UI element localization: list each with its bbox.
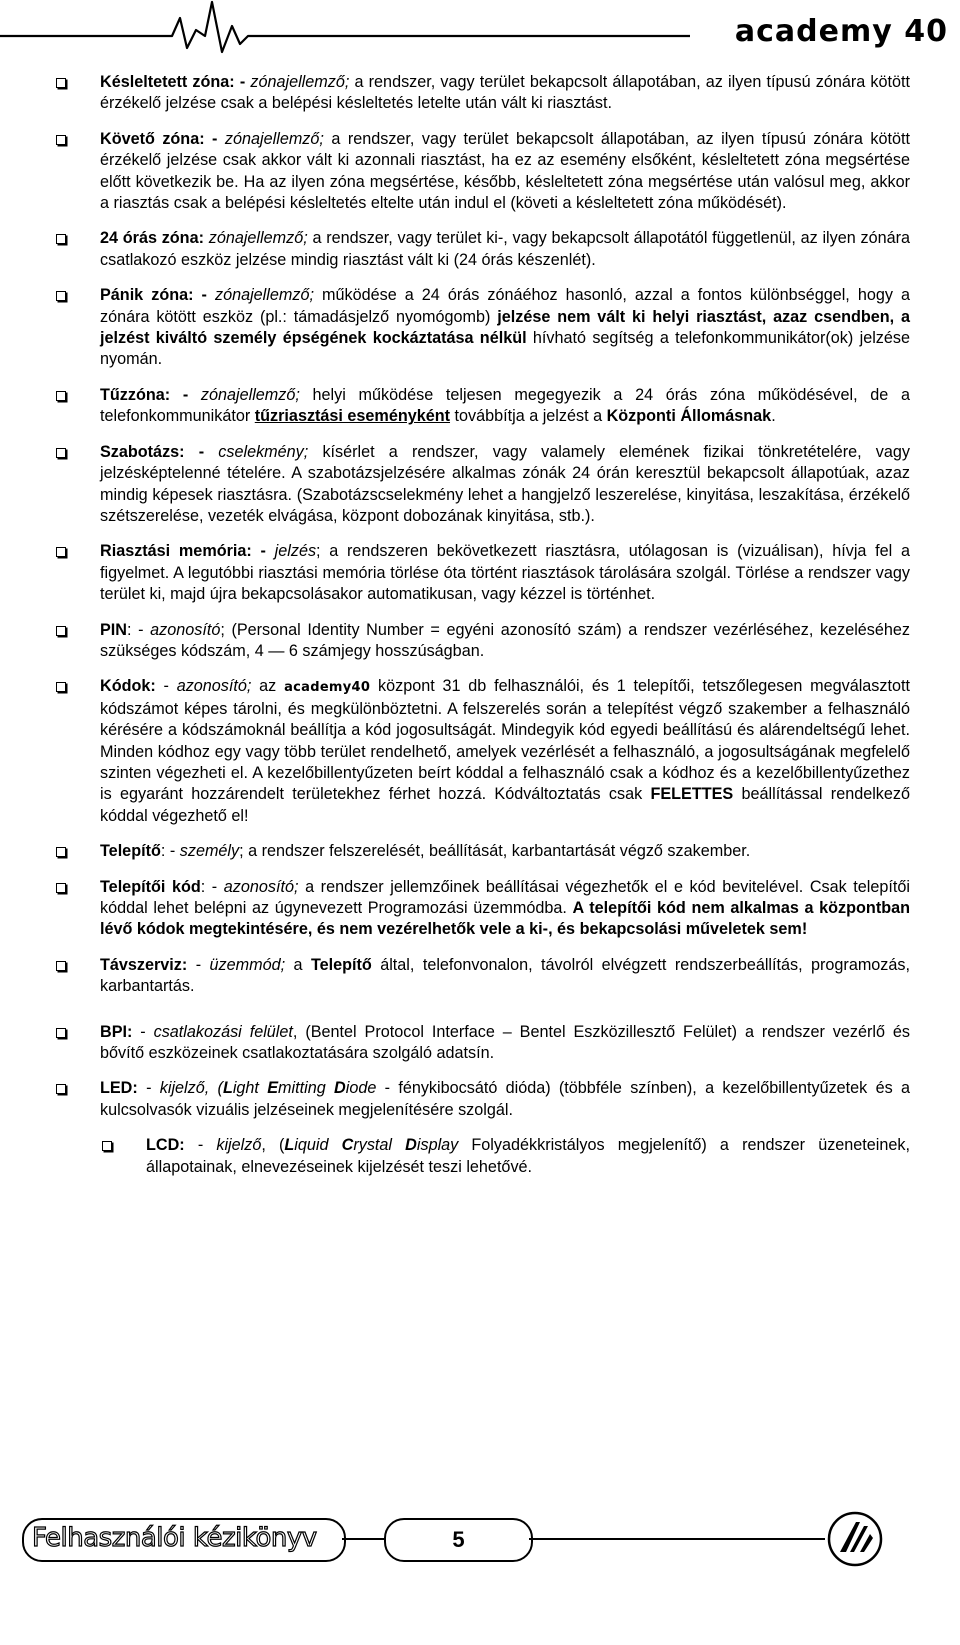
definition-text: kísérlet a rendszer, vagy valamely elemének fizikai tönkretételére, vagy jelzésképtelenné tételére. A szabotázsjelzésére alkalmas zónák 24 órán keresztül bekapcsolt állapotúak, azaz mindig képesek riasztásra. (Szabotázscselekmény lehet a hangjelző leszerelése, kinyitása, leszakítása, érzékelő szétszerelése, vezeték elvágása, központ dobozának kinyitása, stb.). <box>100 442 911 525</box>
definition-text: zónajellemző; <box>224 129 324 148</box>
checkbox-bullet-icon <box>56 391 66 401</box>
checkbox-bullet-icon <box>56 626 66 636</box>
checkbox-bullet-icon <box>56 847 66 857</box>
definition-text: működése a 24 órás zónáéhoz hasonló, azzal a fontos különbséggel, hogy a zónára kötött eszköz (pl.: támadásjelző nyomógomb) <box>100 286 910 326</box>
definition-text: iquid <box>294 1136 342 1155</box>
glossary-list <box>100 72 910 1192</box>
definition-text: zónajellemző; <box>214 286 314 305</box>
definition-text: a rendszer, vagy terület bekapcsolt állapotában, az ilyen típusú zónára kötött érzékelő jelzése csak a belépési késleltetés letelte után vált ki riasztást. <box>100 73 910 113</box>
glossary-item <box>146 1135 910 1178</box>
glossary-item <box>100 385 910 428</box>
definition-text: - fénykibocsátó dióda) (többféle színben), a kezelőbillentyűzetek és a kulcsolvasók vizuális jelzéseinek megjelenítésére szolgál. <box>100 1079 910 1119</box>
definition-text: Folyadékkristályos megjelenítő) a rendszer üzeneteinek, állapotainak, elnevezéseinek kijelzését teszi lehetővé. <box>146 1136 910 1176</box>
definition-text: isplay <box>416 1136 459 1155</box>
definition-text: azonosító; <box>176 677 252 696</box>
definition-text: helyi működése teljesen megegyezik a 24 órás zóna működésével, de a telefonkommunikátor <box>100 385 910 426</box>
definition-text: : - <box>160 842 180 861</box>
footer-divider <box>342 1538 384 1540</box>
definition-text: a rendszer, vagy terület ki-, vagy bekapcsolt állapotától függetlenül, az ilyen zónára csatlakozó eszköz jelzése mindig riasztást vált ki (24 órás készenlét). <box>100 229 910 269</box>
glossary-item <box>100 955 910 998</box>
definition-text: L <box>284 1136 295 1155</box>
term-label: Kódok: <box>100 677 156 696</box>
definition-text: - <box>155 677 177 696</box>
term-label: Pánik zóna: - <box>100 286 215 305</box>
definition-text: kijelző <box>216 1136 262 1155</box>
glossary-item <box>100 285 910 371</box>
definition-text: cselekmény; <box>218 442 309 461</box>
glossary-item <box>100 541 910 605</box>
bentel-logo-icon <box>826 1510 884 1568</box>
definition-text: - <box>132 1022 154 1041</box>
definition-text: E <box>267 1079 279 1098</box>
checkbox-bullet-icon <box>56 682 66 692</box>
definition-text: a rendszer, vagy terület bekapcsolt állapotában, az ilyen típusú zónára kötött érzékelő jelzése csak akkor vált ki azonnali riasztást, ha ez az esemény elsőként, késleltetett zóna megsértése előtt következik be. Ha az ilyen zóna megsértése, később, késleltetett zóna megsértése után valósul meg, akkor a riasztás csak a belépési késleltetés eltelte után indul el (követi a késleltetett zóna működését). <box>100 129 910 213</box>
definition-text: A telepítői kód nem alkalmas a központban lévő kódok megtekintésére, és nem vezérelhetők vele a ki-, és bekapcsolási műveletek sem! <box>100 899 910 939</box>
manual-title-badge <box>22 1518 346 1562</box>
definition-text: zónajellemző; <box>250 73 350 91</box>
definition-text: ; a rendszer felszerelését, beállítását, karbantartását végző szakember. <box>239 842 751 861</box>
checkbox-bullet-icon <box>56 961 66 971</box>
term-label: Tűzzóna: - <box>100 385 201 404</box>
checkbox-bullet-icon <box>56 448 66 458</box>
page-header <box>0 0 960 60</box>
checkbox-bullet-icon <box>102 1141 112 1151</box>
definition-text: tűzriasztási eseményként <box>254 407 451 426</box>
glossary-item <box>100 129 910 215</box>
footer-divider <box>529 1538 825 1540</box>
definition-text: - <box>187 955 210 974</box>
term-label: LED: <box>100 1079 138 1098</box>
definition-text: által, telefonvonalon, távolról elvégzett rendszerbeállítás, programozás, karbantartás. <box>100 955 910 996</box>
page-footer <box>0 1505 960 1635</box>
term-label: Késleltetett zóna: - <box>100 73 251 91</box>
manual-title: Felhasználói kézikönyv <box>32 1523 317 1553</box>
definition-text: a <box>285 955 311 974</box>
checkbox-bullet-icon <box>56 78 66 88</box>
checkbox-bullet-icon <box>56 1084 66 1094</box>
term-label: BPI: <box>100 1022 133 1041</box>
definition-text: továbbítja a jelzést a <box>450 407 607 426</box>
checkbox-bullet-icon <box>56 1028 66 1038</box>
term-label: Szabotázs: - <box>100 442 219 461</box>
term-label: Telepítői kód <box>100 877 201 896</box>
page-number: 5 <box>384 1518 533 1562</box>
glossary-item <box>100 620 910 663</box>
definition-text: - <box>137 1079 160 1098</box>
term-label: Riasztási memória: - <box>100 542 275 561</box>
definition-text: : - <box>127 620 151 639</box>
definition-text: azonosító; <box>223 877 299 896</box>
definition-text: ; (Personal Identity Number = egyéni azonosító szám) a rendszer vezérléséhez, kezeléséhez szükséges kódszám, 4 — 6 számjegy hosszúságban. <box>100 620 910 660</box>
brand-logo-text: academy 40 <box>734 14 948 49</box>
definition-text: Központi Állomásnak <box>606 407 772 426</box>
definition-text: , (Bentel Protocol Interface – Bentel Eszközillesztő Felület) a rendszer vezérlő és bővítő eszközeinek csatlakoztatására szolgáló adatsín. <box>100 1022 910 1063</box>
definition-text: mitting <box>278 1079 335 1098</box>
checkbox-bullet-icon <box>56 234 66 244</box>
definition-text: - <box>184 1136 217 1155</box>
glossary-item <box>100 877 910 941</box>
definition-text: személy <box>179 842 240 861</box>
definition-text: jelzése nem vált ki helyi riasztást, azaz csendben, a jelzést kiváltó személy épségének kockáztatása nélkül <box>100 307 910 348</box>
definition-text: L <box>222 1079 233 1098</box>
definition-text: D <box>334 1079 346 1098</box>
term-label: LCD: <box>146 1136 185 1155</box>
definition-text: academy40 <box>284 680 371 696</box>
checkbox-bullet-icon <box>56 547 66 557</box>
definition-text: az <box>251 677 285 696</box>
definition-text: ight <box>232 1079 268 1098</box>
glossary-item <box>100 228 910 271</box>
definition-text: , ( <box>261 1136 285 1155</box>
definition-text: . <box>771 407 776 426</box>
definition-text: kijelző, ( <box>159 1079 223 1098</box>
definition-text: üzemmód; <box>209 955 286 974</box>
definition-text: azonosító <box>150 620 221 639</box>
definition-text: központ 31 db felhasználói, és 1 telepítői, tetszőlegesen megválasztott kódszámot képes tárolni, és megkülönböztetni. A felszerelés során a telepítést végző szakember a felhasználó kérésére a kódszámoknál beállítja a kód jogosultságát. Mindegyik kód egyedi beállítású és alárendeltségű lehet. Minden kódhoz egy vagy több terület rendelhető, amelyek vezérlését a felhasználó, a jogosultságának megfelelő szinten végezheti el. A kezelőbillentyűzeten beírt kóddal a felhasználó csak a kódhoz és a kezelőbillentyűzethez is egyaránt hozzárendelt területekhez férhet hozzá. Kódváltoztatás csak <box>100 677 910 804</box>
glossary-item <box>100 1078 910 1121</box>
definition-text: FELETTES <box>650 785 734 804</box>
definition-text: ; a rendszeren bekövetkezett riasztásra, utólagosan is (vizuálisan), hívja fel a figyelmet. A legutóbbi riasztási memória törlése óta történt riasztások tárolására szolgál. Törlése a rendszer vagy terület ki, majd újra bekapcsolásakor automatikusan, vagy kézzel is történhet. <box>100 542 910 604</box>
definition-text: a rendszer jellemzőinek beállításai végezhetők el e kód bevitelével. Csak telepítői kóddal lehet belépni az úgynevezett Programozási üzemmódba. <box>100 877 910 917</box>
definition-text: jelzés <box>274 542 317 561</box>
term-label: PIN <box>100 620 127 639</box>
checkbox-bullet-icon <box>56 883 66 893</box>
definition-text: iode <box>345 1079 377 1098</box>
term-label: Követő zóna: - <box>100 129 225 148</box>
glossary-item <box>100 1022 910 1065</box>
definition-text: Telepítő <box>310 955 372 974</box>
definition-text: beállítással rendelkező kóddal végezhető el! <box>100 785 910 825</box>
glossary-item <box>100 841 910 862</box>
checkbox-bullet-icon <box>56 135 66 145</box>
definition-text: zónajellemző; <box>208 229 308 248</box>
definition-text: rystal <box>353 1136 406 1155</box>
term-label: Telepítő <box>100 842 161 861</box>
term-label: 24 órás zóna: <box>100 229 209 248</box>
glossary-item <box>100 676 910 827</box>
definition-text: C <box>341 1136 354 1155</box>
definition-text: csatlakozási felület <box>153 1022 293 1041</box>
definition-text: hívható segítség a telefonkommunikátor(ok) jelzése nyomán. <box>100 329 910 369</box>
glossary-item <box>100 72 910 115</box>
definition-text: D <box>405 1136 417 1155</box>
term-label: Távszerviz: <box>100 955 188 974</box>
checkbox-bullet-icon <box>56 291 66 301</box>
glossary-item <box>100 442 910 528</box>
definition-text: : - <box>200 877 224 896</box>
definition-text: zónajellemző; <box>200 385 300 404</box>
